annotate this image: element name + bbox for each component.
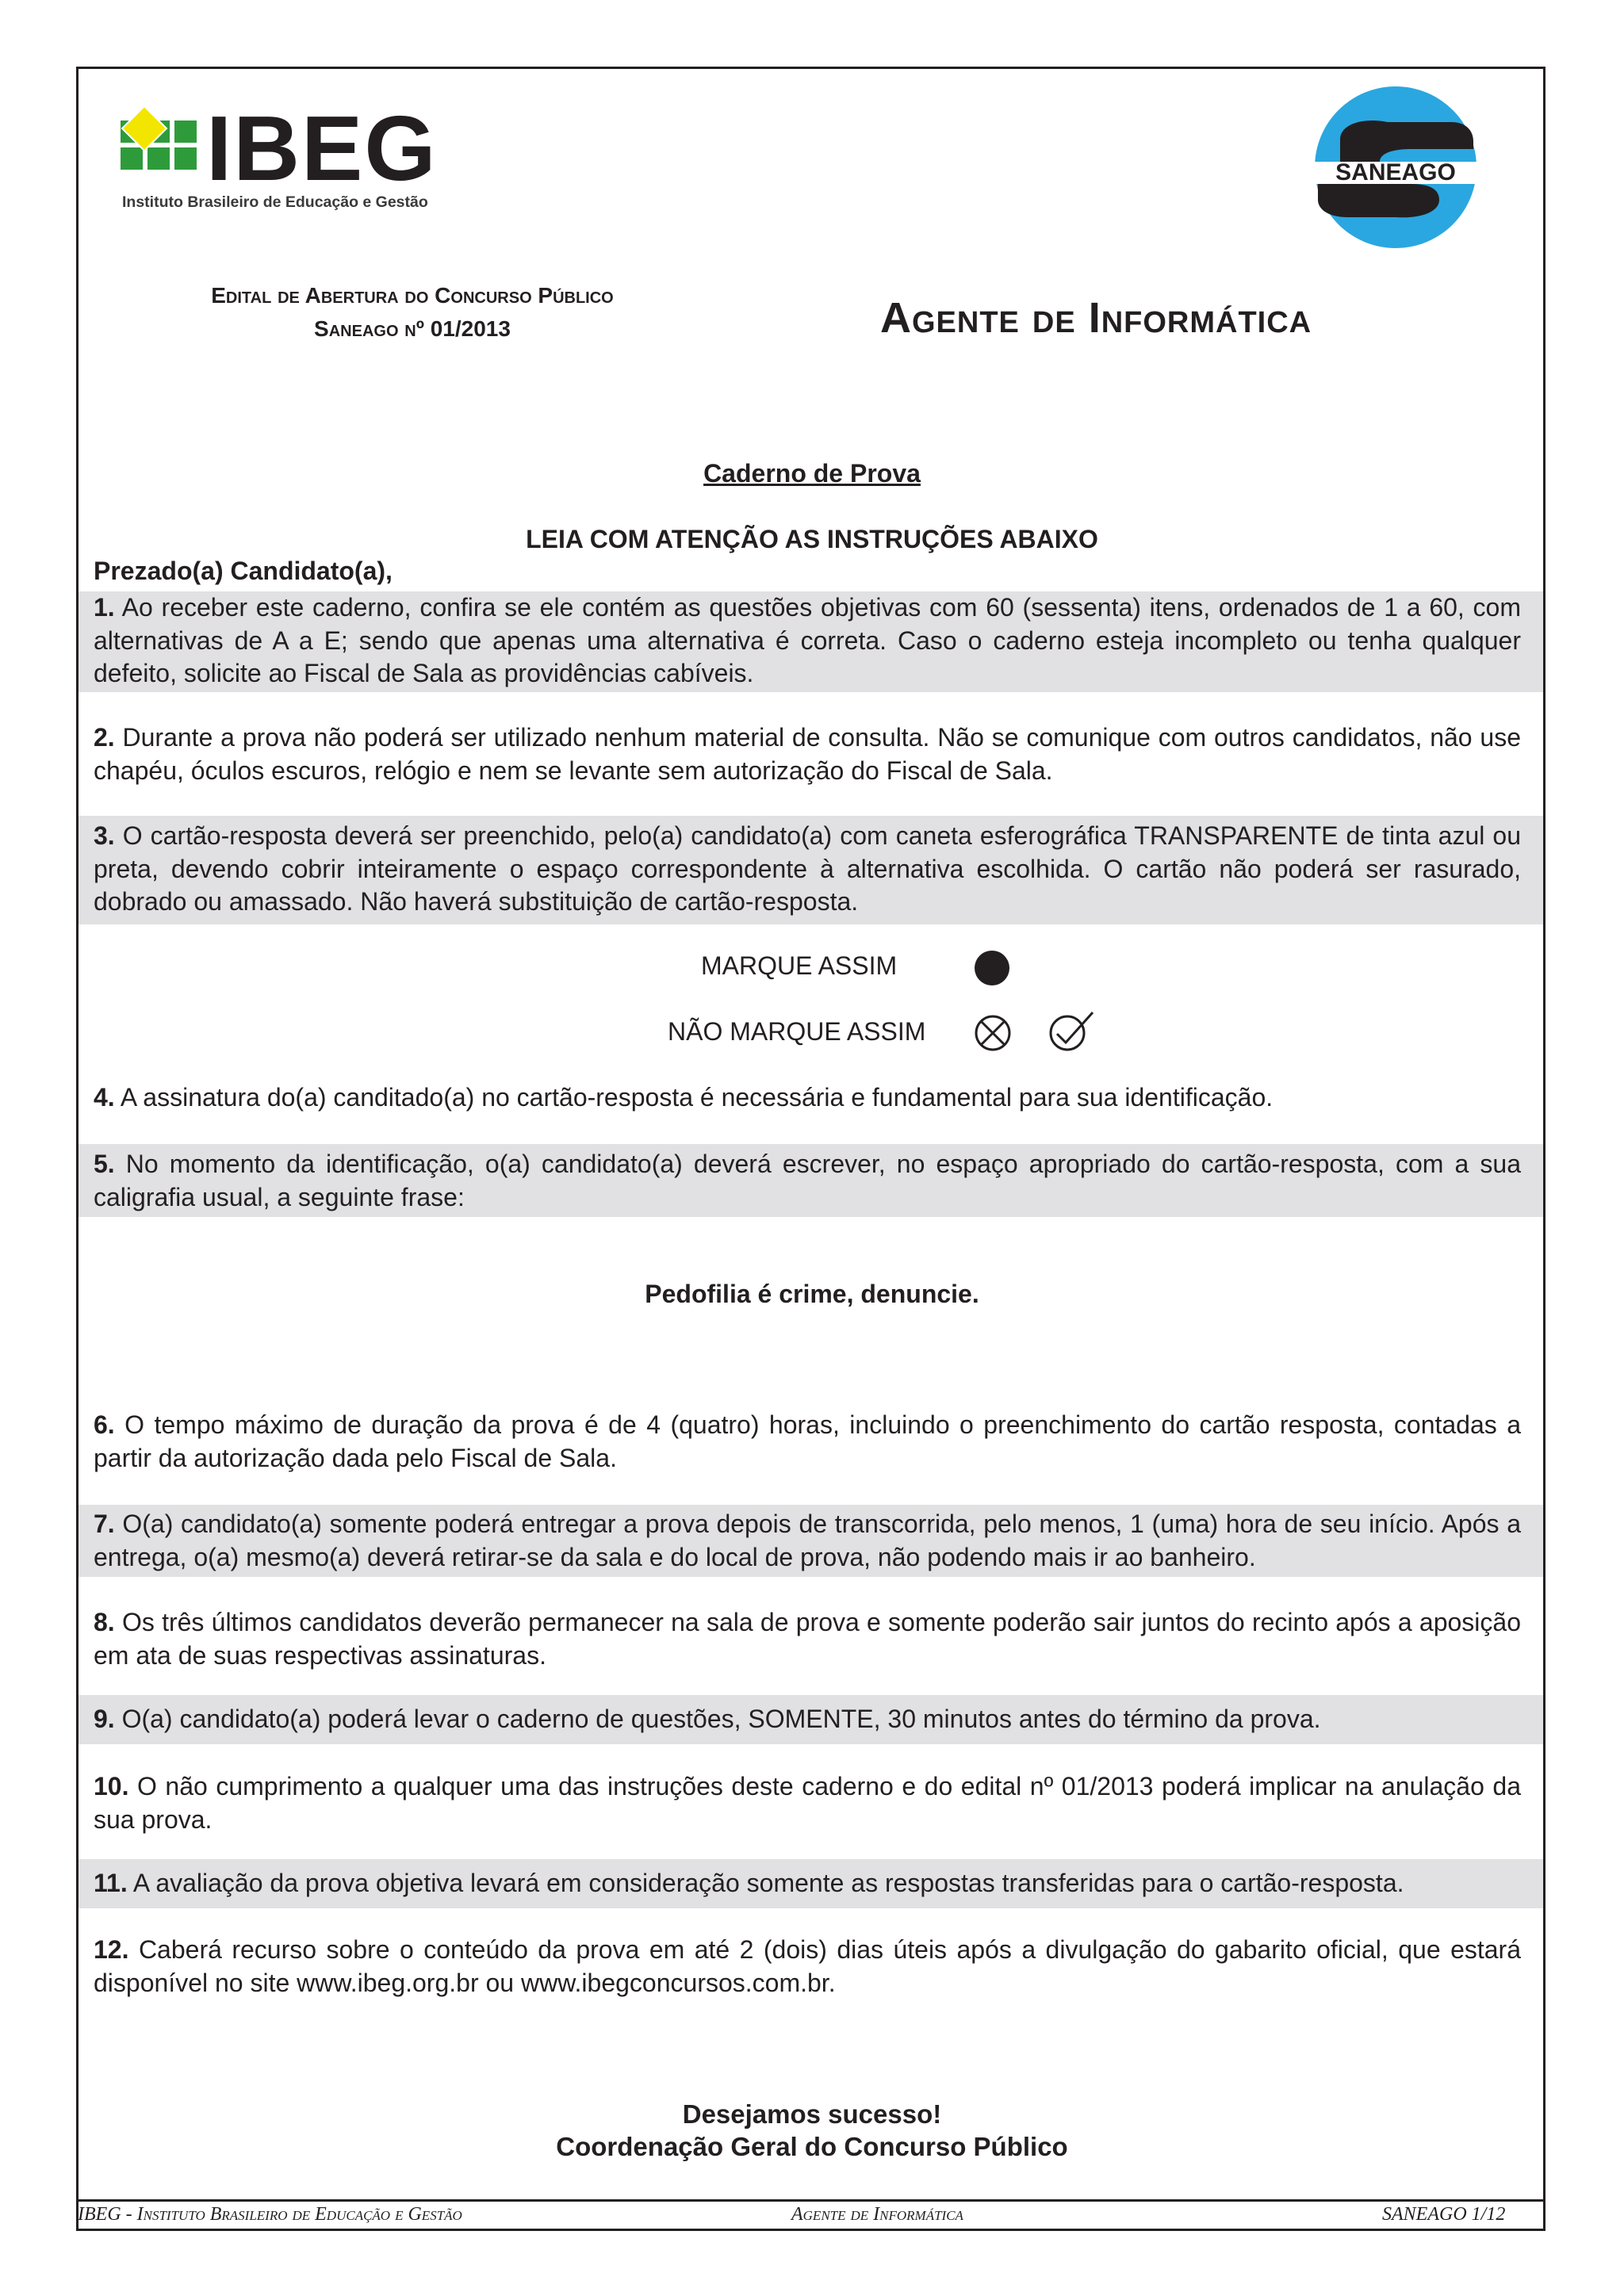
saneago-logo-text: SANEAGO bbox=[1335, 159, 1456, 186]
item-text: O cartão-resposta deverá ser preenchido, pelo(a) candidato(a) com caneta esferográfica TRANSPARENTE de tinta azul ou preta, devendo cobrir inteiramente o espaço correspondente à alternativa escolhida. O cartão não poderá ser rasurado, dobrado ou amassado. Não haverá substituição de cartão-resposta. bbox=[94, 821, 1522, 916]
identification-phrase: Pedofilia é crime, denuncie. bbox=[645, 1280, 979, 1308]
item-text: Durante a prova não poderá ser utilizado nenhum material de consulta. Não se comunique com outros candidatos, não use chapéu, óculos escuros, relógio e nem se levante sem autorização do Fiscal de Sala. bbox=[94, 723, 1522, 785]
item-text: Ao receber este caderno, confira se ele contém as questões objetivas com 60 (sessenta) itens, ordenados de 1 a 60, com alternativas de A a E; sendo que apenas uma alternativa é correta. Caso o caderno esteja incompleto ou tenha qualquer defeito, solicite ao Fiscal de Sala as providências cabíveis. bbox=[94, 593, 1522, 687]
item-number: 6. bbox=[94, 1410, 115, 1439]
saneago-mark-icon bbox=[1293, 84, 1499, 251]
marque-assim-label: MARQUE ASSIM bbox=[701, 951, 898, 980]
instruction-item-9 bbox=[94, 1703, 1521, 1736]
item-text: O tempo máximo de duração da prova é de 4 (quatro) horas, incluindo o preenchimento do cartão resposta, contadas a partir da autorização dada pelo Fiscal de Sala. bbox=[94, 1410, 1522, 1472]
item-text: Os três últimos candidatos deverão permanecer na sala de prova e somente poderão sair juntos do recinto após a aposição em ata de suas respectivas assinaturas. bbox=[94, 1608, 1522, 1670]
item-number: 8. bbox=[94, 1608, 115, 1636]
instruction-item-7 bbox=[94, 1508, 1521, 1574]
edital-heading bbox=[127, 279, 698, 346]
instruction-item-6 bbox=[94, 1409, 1521, 1475]
caderno-title: Caderno de Prova bbox=[703, 459, 921, 488]
item-number: 1. bbox=[94, 593, 115, 622]
ibeg-logo bbox=[121, 97, 454, 216]
instruction-item-1 bbox=[94, 591, 1521, 691]
closing-line-1: Desejamos sucesso! bbox=[682, 2099, 942, 2129]
footer-rule bbox=[76, 2199, 1545, 2202]
instruction-item-5 bbox=[94, 1148, 1521, 1214]
item-number: 4. bbox=[94, 1083, 115, 1112]
ibeg-mark-icon bbox=[121, 105, 200, 184]
item-number: 3. bbox=[94, 821, 115, 850]
cargo-title: Agente de Informática bbox=[880, 294, 1312, 342]
item-text: A assinatura do(a) canditado(a) no cartão-resposta é necessária e fundamental para sua identificação. bbox=[120, 1083, 1274, 1112]
item-number: 2. bbox=[94, 723, 115, 752]
item-number: 12. bbox=[94, 1935, 129, 1964]
instruction-item-8 bbox=[94, 1606, 1521, 1672]
crossed-circle-icon bbox=[974, 1014, 1012, 1052]
ibeg-logo-text: IBEG bbox=[206, 97, 438, 200]
filled-circle-icon bbox=[973, 949, 1011, 987]
checked-circle-icon bbox=[1047, 1008, 1097, 1054]
item-text: O(a) candidato(a) poderá levar o caderno de questões, SOMENTE, 30 minutos antes do término da prova. bbox=[121, 1705, 1321, 1733]
instruction-item-11 bbox=[94, 1867, 1521, 1900]
saneago-logo bbox=[1293, 84, 1499, 251]
item-number: 11. bbox=[94, 1869, 128, 1897]
item-text: No momento da identificação, o(a) candidato(a) deverá escrever, no espaço apropriado do cartão-resposta, com a sua caligrafia usual, a seguinte frase: bbox=[94, 1150, 1522, 1211]
instruction-item-10 bbox=[94, 1770, 1521, 1836]
instruction-item-3 bbox=[94, 820, 1521, 919]
closing-line-2: Coordenação Geral do Concurso Público bbox=[556, 2132, 1068, 2161]
instruction-item-12 bbox=[94, 1934, 1521, 1999]
ibeg-logo-subtitle: Instituto Brasileiro de Educação e Gestão bbox=[122, 193, 428, 211]
footer-right: SANEAGO 1/12 bbox=[1382, 2204, 1506, 2225]
item-text: O(a) candidato(a) somente poderá entregar a prova depois de transcorrida, pelo menos, 1 (uma) hora de seu início. Após a entrega, o(a) mesmo(a) deverá retirar-se da sala e do local de prova, não podendo mais ir ao banheiro. bbox=[94, 1510, 1522, 1571]
instruction-item-2 bbox=[94, 721, 1521, 787]
nao-marque-assim-label: NÃO MARQUE ASSIM bbox=[668, 1017, 926, 1046]
footer-center: Agente de Informática bbox=[791, 2204, 963, 2225]
edital-line-1: Edital de Abertura do Concurso Público bbox=[211, 283, 614, 308]
instruction-item-4 bbox=[94, 1081, 1521, 1115]
item-text: A avaliação da prova objetiva levará em consideração somente as respostas transferidas para o cartão-resposta. bbox=[132, 1869, 1404, 1897]
instructions-title: LEIA COM ATENÇÃO AS INSTRUÇÕES ABAIXO bbox=[526, 525, 1098, 553]
edital-line-2: Saneago nº 01/2013 bbox=[314, 316, 511, 341]
footer-left: IBEG - Instituto Brasileiro de Educação e Gestão bbox=[78, 2204, 462, 2225]
item-number: 7. bbox=[94, 1510, 115, 1538]
item-text: O não cumprimento a qualquer uma das instruções deste caderno e do edital nº 01/2013 poderá implicar na anulação da sua prova. bbox=[94, 1772, 1522, 1834]
item-number: 9. bbox=[94, 1705, 115, 1733]
item-number: 10. bbox=[94, 1772, 129, 1800]
greeting: Prezado(a) Candidato(a), bbox=[94, 557, 393, 585]
item-number: 5. bbox=[94, 1150, 115, 1178]
item-text: Caberá recurso sobre o conteúdo da prova em até 2 (dois) dias úteis após a divulgação do gabarito oficial, que estará disponível no site www.ibeg.org.br ou www.ibegconcursos.com.br. bbox=[94, 1935, 1522, 1997]
